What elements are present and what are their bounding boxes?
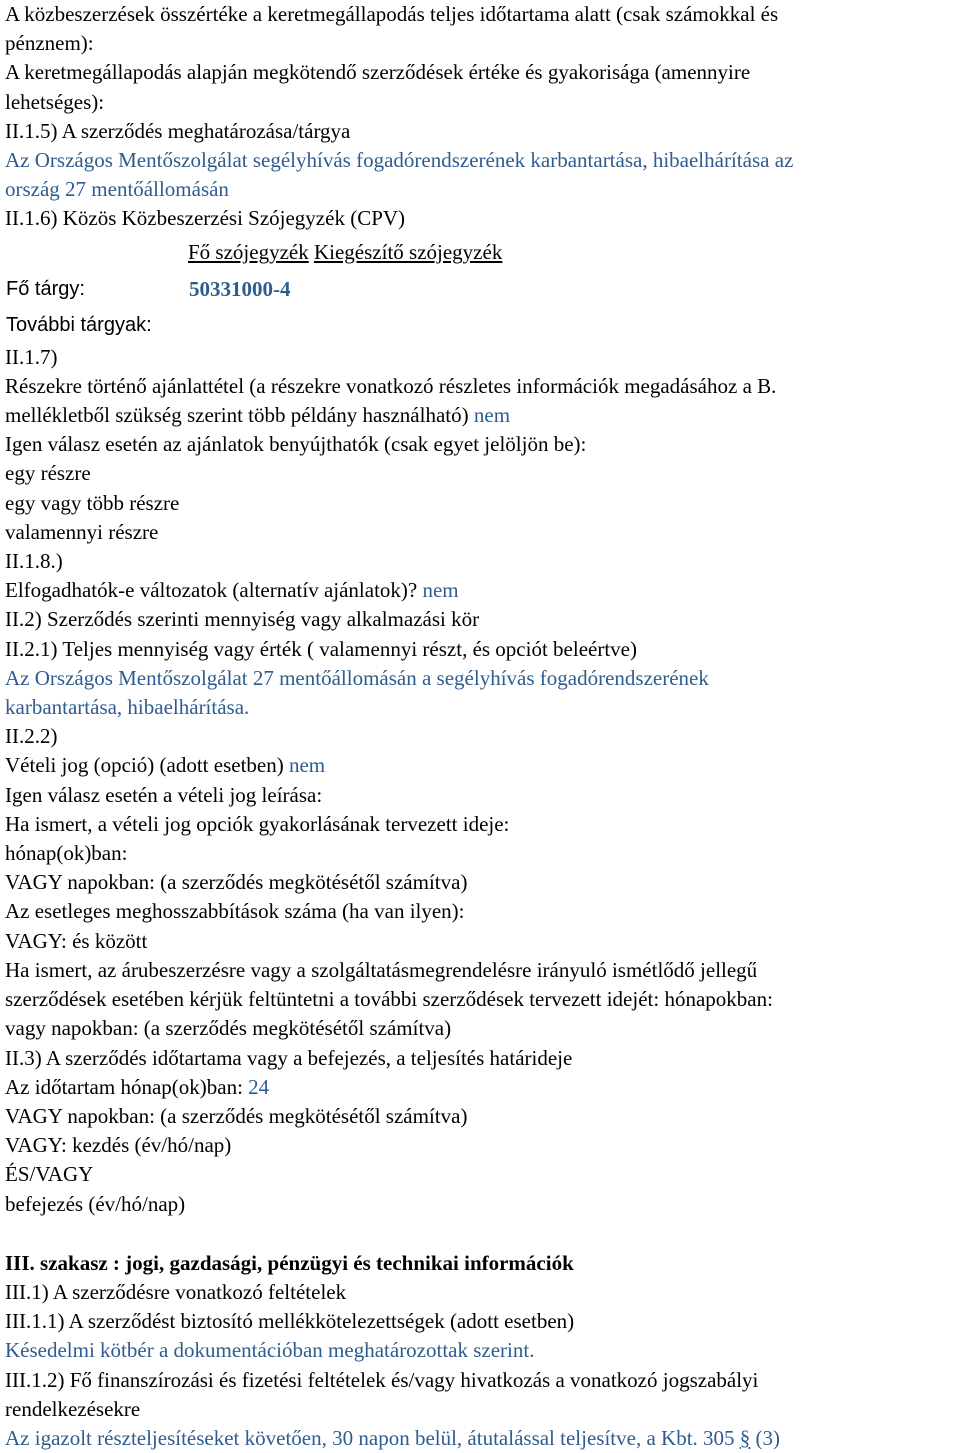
text-line: pénznem): [5, 31, 94, 56]
text-line: befejezés (év/hó/nap) [5, 1191, 186, 1216]
answer-text [5, 1424, 960, 1453]
text-line: Ha ismert, a vételi jog opciók gyakorlásának tervezett ideje: [5, 811, 510, 836]
text-line: szerződések esetében kérjük feltüntetni a további szerződések tervezett idejét: hónapokban: [5, 987, 773, 1012]
text-line: vagy napokban: (a szerződés megkötésétől számítva) [5, 1016, 452, 1041]
contract-subject: Az Országos Mentőszolgálat segélyhívás fogadórendszerének karbantartása, hibaelhárítása az [5, 148, 794, 173]
spacer [5, 1219, 960, 1249]
text-span: Vételi jog (opció) (adott esetben) [5, 753, 284, 778]
text-line: rendelkezésekre [5, 1396, 141, 1421]
text-line [5, 751, 960, 780]
cpv-main-header: Fő szójegyzék [188, 239, 309, 264]
part-heading: III. szakasz : jogi, gazdasági, pénzügyi és technikai információk [5, 1250, 574, 1275]
text-line [5, 576, 960, 605]
text-line: egy vagy több részre [5, 490, 180, 515]
text-line: Igen válasz esetén a vételi jog leírása: [5, 782, 323, 807]
text-line: Ha ismert, az árubeszerzésre vagy a szolgáltatásmegrendelésre irányuló ismétlődő jellegű [5, 957, 758, 982]
section-heading: II.2) Szerződés szerinti mennyiség vagy alkalmazási kör [5, 607, 480, 632]
section-heading: III.1) A szerződésre vonatkozó feltételek [5, 1279, 347, 1304]
answer-value: nem [422, 578, 459, 603]
section-heading: II.1.6) Közös Közbeszerzési Szójegyzék (CPV) [5, 206, 406, 231]
answer-text: karbantartása, hibaelhárítása. [5, 695, 250, 720]
text-line: VAGY: kezdés (év/hó/nap) [5, 1133, 232, 1158]
text-line: VAGY napokban: (a szerződés megkötésétől számítva) [5, 870, 468, 895]
cpv-main-row [5, 271, 960, 307]
cpv-main-label: Fő tárgy: [6, 277, 85, 300]
cpv-other-label: További tárgyak: [6, 313, 152, 336]
text-line: valamennyi részre [5, 519, 159, 544]
section-heading: II.3) A szerződés időtartama vagy a befejezés, a teljesítés határideje [5, 1045, 573, 1070]
text-span: Az időtartam hónap(ok)ban: [5, 1074, 243, 1099]
cpv-main-code: 50331000-4 [189, 276, 291, 301]
section-sign: § [739, 1425, 751, 1450]
answer-value: nem [288, 753, 326, 778]
section-heading: II.2.2) [5, 724, 58, 749]
text-span: Elfogadhatók-e változatok (alternatív ajánlatok)? [5, 578, 418, 603]
text-line: Igen válasz esetén az ajánlatok benyújthatók (csak egyet jelöljön be): [5, 432, 587, 457]
section-heading: II.2.1) Teljes mennyiség vagy érték ( valamennyi részt, és opciót beleértve) [5, 636, 637, 661]
text-line: A közbeszerzések összértéke a keretmegállapodás teljes időtartama alatt (csak számokkal és [5, 2, 779, 26]
text-span: mellékletből szükség szerint több példány használható) [5, 403, 469, 428]
contract-subject-cont: ország 27 mentőállomásán [5, 177, 229, 202]
text-span: Az igazolt részteljesítéseket követően, 30 napon belül, átutalással teljesítve, a Kbt. 305 [5, 1425, 735, 1450]
text-line: VAGY: és között [5, 928, 148, 953]
text-span: (3) [755, 1425, 781, 1450]
text-line: A keretmegállapodás alapján megkötendő szerződések értéke és gyakorisága (amennyire [5, 60, 751, 85]
cpv-other-row [5, 307, 960, 343]
text-line [5, 1073, 960, 1102]
section-heading: III.1.1) A szerződést biztosító mellékkötelezettségek (adott esetben) [5, 1309, 575, 1334]
text-line: lehetséges): [5, 89, 105, 114]
answer-value: nem [473, 403, 511, 428]
text-line: egy részre [5, 461, 91, 486]
text-line [5, 401, 960, 430]
section-heading: II.1.8.) [5, 549, 63, 574]
cpv-supp-header: Kiegészítő szójegyzék [313, 239, 503, 264]
answer-text: Késedelmi kötbér a dokumentációban meghatározottak szerint. [5, 1338, 535, 1363]
text-line: Részekre történő ajánlattétel (a részekre vonatkozó részletes információk megadásához a B. [5, 373, 777, 398]
cpv-header [5, 234, 960, 271]
section-heading: III.1.2) Fő finanszírozási és fizetési feltételek és/vagy hivatkozás a vonatkozó jogszabályi [5, 1367, 759, 1392]
text-line: ÉS/VAGY [5, 1162, 94, 1187]
answer-value: 24 [248, 1074, 270, 1099]
section-heading: II.1.5) A szerződés meghatározása/tárgya [5, 118, 351, 143]
section-heading: II.1.7) [5, 344, 58, 369]
text-line: Az esetleges meghosszabbítások száma (ha van ilyen): [5, 899, 465, 924]
text-line: hónap(ok)ban: [5, 841, 128, 866]
answer-text: Az Országos Mentőszolgálat 27 mentőállomásán a segélyhívás fogadórendszerének [5, 665, 709, 690]
text-line: VAGY napokban: (a szerződés megkötésétől számítva) [5, 1103, 468, 1128]
